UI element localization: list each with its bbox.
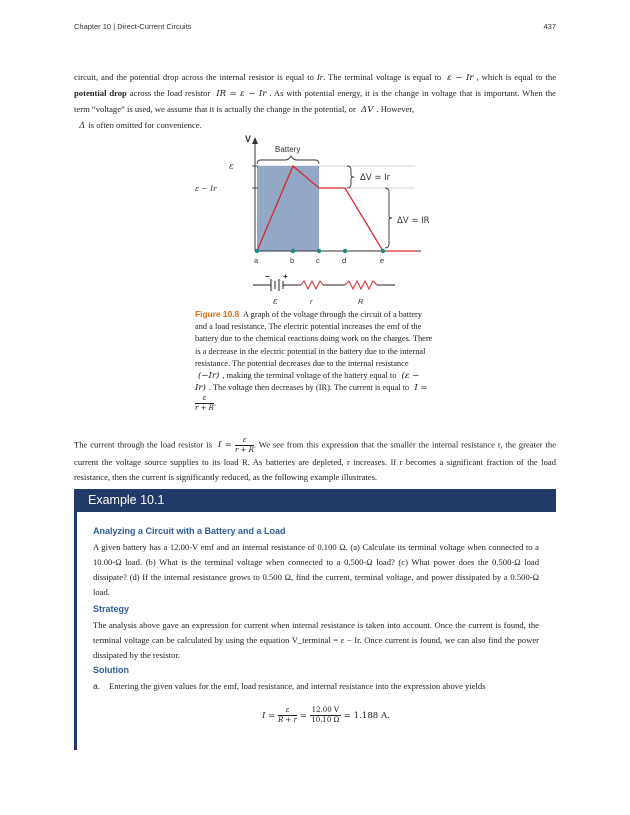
brace-IR xyxy=(385,188,392,248)
point-label-d: d xyxy=(342,256,347,265)
strategy-heading: Strategy xyxy=(93,604,130,614)
point-label-e: e xyxy=(380,256,385,265)
delta-v-IR-label: ΔV = IR xyxy=(397,216,430,226)
intro-paragraph: circuit, and the potential drop across the internal resistor is equal to Ir. The terminal voltage is equal to ε − Ir , which is equal to the potential drop across the load resistor IR = ε − Ir . As with potential energy, it is the change in voltage that is important. When the term “voltage” is used, we assume that it is actually the change in the potential, or ΔV . However, Δ is often omitted for convenience. xyxy=(74,72,557,131)
point-a xyxy=(255,249,259,253)
current-equation: I = $\frac{\varepsilon}{R + r}$ = $\frac{12.00 V}{10.10 \Omega}$ = 1.188 A. xyxy=(262,706,390,724)
delta-v-ir-label: ΔV = Ir xyxy=(360,173,391,183)
point-b xyxy=(291,249,295,253)
point-label-c: c xyxy=(316,256,320,265)
page-number: 437 xyxy=(543,22,556,31)
brace-ir xyxy=(347,166,354,188)
running-header-chapter: Chapter 10 | Direct-Current Circuits xyxy=(74,22,192,31)
figure-caption: Figure 10.8 A graph of the voltage through the circuit of a battery and a load resistance. The electric potential increases the emf of the battery due to the chemical reactions doing work on the charges. There is a decrease in the electric potential in the battery due to the internal resistance. The potential decreases due to the internal resistance (−Ir) , making the terminal voltage of the battery equal to (ε − Ir) . The voltage then decreases by (IR). The current is equal to I = $\frac{\varepsilon}{r + R}$ . xyxy=(195,309,433,413)
battery-label: Battery xyxy=(275,145,301,154)
point-c xyxy=(317,249,321,253)
circuit-r-label: r xyxy=(310,297,313,306)
solution-heading: Solution xyxy=(93,665,129,675)
example-sidebar-bar xyxy=(74,512,77,750)
svg-text:+: + xyxy=(283,272,288,281)
point-d xyxy=(343,249,347,253)
example-subtitle: Analyzing a Circuit with a Battery and a Load xyxy=(93,526,286,536)
example-header: Example 10.1 xyxy=(74,489,556,512)
point-e xyxy=(381,249,385,253)
voltage-graph-figure xyxy=(195,130,435,308)
strategy-text: The analysis above gave an expression for current when internal resistance is taken into account. Once the current is found, the terminal voltage can be calculated by using the equation V_terminal = ε − Ir. Once current is found, we can also find the power dissipated by the resistor. xyxy=(93,620,539,660)
point-label-a: a xyxy=(254,256,259,265)
svg-text:−: − xyxy=(265,272,270,281)
emf-minus-ir-label: ε − Ir xyxy=(195,184,217,193)
v-axis-arrow xyxy=(252,137,258,144)
emf-level-label: ε xyxy=(229,162,234,172)
solution-item-a: a. Entering the given values for the emf, load resistance, and internal resistance into the expression above yields xyxy=(93,681,486,691)
v-axis-label: V xyxy=(245,134,252,144)
circuit-emf-label: ε xyxy=(273,297,278,307)
circuit-schematic xyxy=(253,279,395,291)
current-paragraph: The current through the load resistor is I = $\frac{\varepsilon}{r + R}$ . We see from this expression that the smaller the internal resistance r, the greater the current the voltage source supplies to its load R. As batteries are depleted, r increases. If r becomes a significant fraction of the load resistance, then the current is significantly reduced, as the following example illustrates. xyxy=(74,436,557,482)
battery-brace xyxy=(257,156,319,164)
circuit-R-label: R xyxy=(358,297,364,306)
point-label-b: b xyxy=(290,256,295,265)
example-problem: A given battery has a 12.00-V emf and an internal resistance of 0.100 Ω. (a) Calculate its terminal voltage when connected to a 10.00-Ω load. (b) What is the terminal voltage when connected to a 0.500-Ω load? (c) What power does the 0.500-Ω load dissipate? (d) If the internal resistance grows to 0.500 Ω, find the current, terminal voltage, and power dissipated by a 0.500-Ω load. xyxy=(93,542,539,597)
